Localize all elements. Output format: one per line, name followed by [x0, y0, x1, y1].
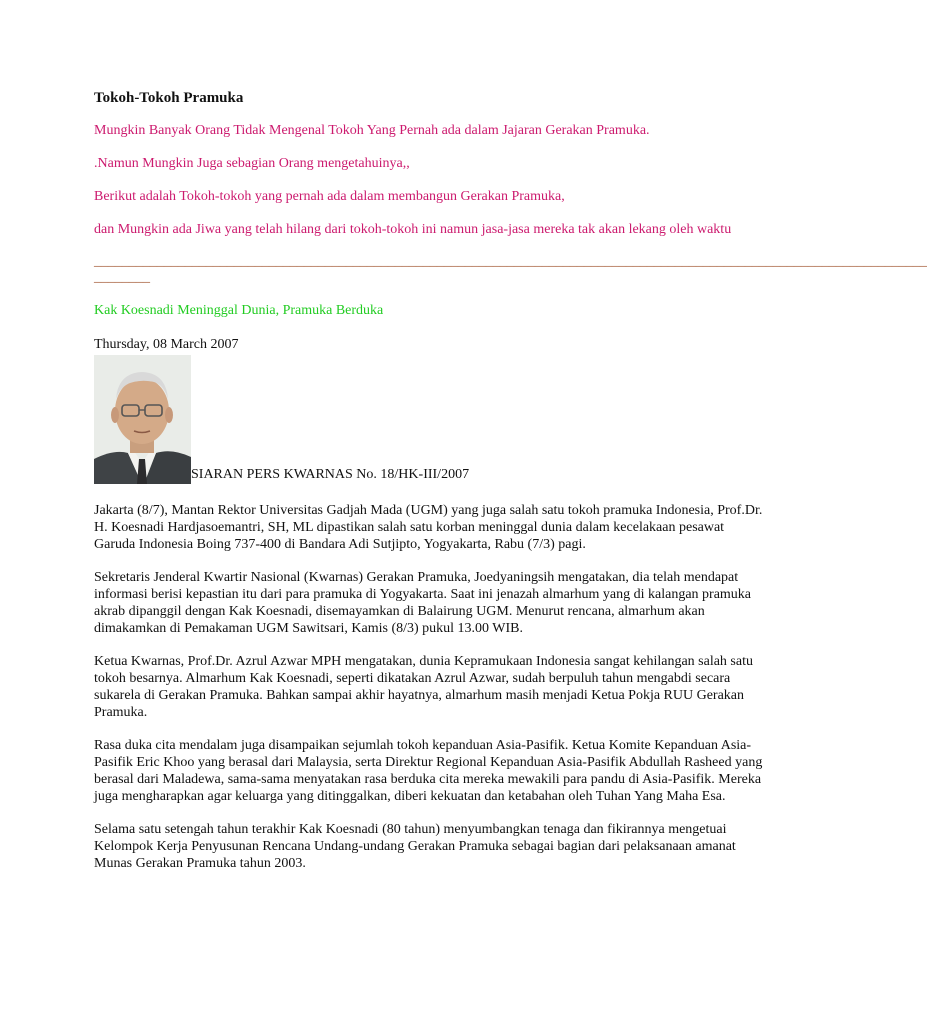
article-paragraph-1: Jakarta (8/7), Mantan Rektor Universitas Gadjah Mada (UGM) yang juga salah satu tokoh pramuka Indonesia, Prof.Dr. H. Koesnadi Hardjasoemantri, SH, ML dipastikan salah satu korban meninggal dunia dalam kecelakaan pesawat Garuda Indonesia Boing 737-400 di Bandara Adi Sutjipto, Yogyakarta, Rabu (7/3) pagi. — [94, 503, 763, 552]
intro-line-1: Mungkin Banyak Orang Tidak Mengenal Tokoh Yang Pernah ada dalam Jajaran Gerakan Pramuka. — [94, 123, 650, 138]
intro-line-4: dan Mungkin ada Jiwa yang telah hilang dari tokoh-tokoh ini namun jasa-jasa mereka tak akan lekang oleh waktu — [94, 222, 732, 237]
news-headline: Kak Koesnadi Meninggal Dunia, Pramuka Berduka — [94, 303, 384, 318]
page-title: Tokoh-Tokoh Pramuka — [94, 90, 244, 106]
article-paragraph-4: Rasa duka cita mendalam juga disampaikan sejumlah tokoh kepanduan Asia-Pasifik. Ketua Komite Kepanduan Asia-Pasifik Eric Khoo yang berasal dari Malaysia, serta Direktur Regional Kepanduan Asia-Pasifik Abdullah Rasheed yang berasal dari Maladewa, sama-sama menyatakan rasa berduka cita mereka mewakili para pandu di Asia-Pasifik. Mereka juga mengharapkan agar keluarga yang ditinggalkan, diberi kekuatan dan ketabahan oleh Tuhan Yang Maha Esa. — [94, 738, 763, 804]
article-date: Thursday, 08 March 2007 — [94, 337, 239, 352]
document-page — [94, 88, 927, 888]
article-paragraph-2: Sekretaris Jenderal Kwartir Nasional (Kwarnas) Gerakan Pramuka, Joedyaningsih mengatakan, dia telah mendapat informasi berisi kepastian itu dari para pramuka di Yogyakarta. Saat ini jenazah almarhum yang di kalangan pramuka akrab dipanggil dengan Kak Koesnadi, disemayamkan di Balairung UGM. Menurut rencana, almarhum akan dimakamkan di Pemakaman UGM Sawitsari, Kamis (8/3) pukul 13.00 WIB. — [94, 570, 752, 636]
intro-line-2: .Namun Mungkin Juga sebagian Orang mengetahuinya,, — [94, 156, 410, 171]
press-release-caption: SIARAN PERS KWARNAS No. 18/HK-III/2007 — [191, 467, 470, 482]
divider-line-2: ________ — [94, 270, 150, 285]
photo-row — [94, 355, 768, 484]
divider-line-1: _______________________________________________________________________________________________________________________ — [94, 254, 927, 269]
intro-line-3: Berikut adalah Tokoh-tokoh yang pernah ada dalam membangun Gerakan Pramuka, — [94, 189, 565, 204]
article-paragraph-3: Ketua Kwarnas, Prof.Dr. Azrul Azwar MPH mengatakan, dunia Kepramukaan Indonesia sangat kehilangan salah satu tokoh besarnya. Almarhum Kak Koesnadi, seperti dikatakan Azrul Azwar, sudah berpuluh tahun mengabdi secara sukarela di Gerakan Pramuka. Bahkan sampai akhir hayatnya, almarhum masih menjadi Ketua Pokja RUU Gerakan Pramuka. — [94, 654, 753, 720]
portrait-photo — [94, 355, 191, 484]
divider-line — [94, 254, 927, 286]
article-paragraph-5: Selama satu setengah tahun terakhir Kak Koesnadi (80 tahun) menyumbangkan tenaga dan fikirannya mengetuai Kelompok Kerja Penyusunan Rencana Undang-undang Gerakan Pramuka sebagai bagian dari pelaksanaan amanat Munas Gerakan Pramuka tahun 2003. — [94, 822, 736, 871]
